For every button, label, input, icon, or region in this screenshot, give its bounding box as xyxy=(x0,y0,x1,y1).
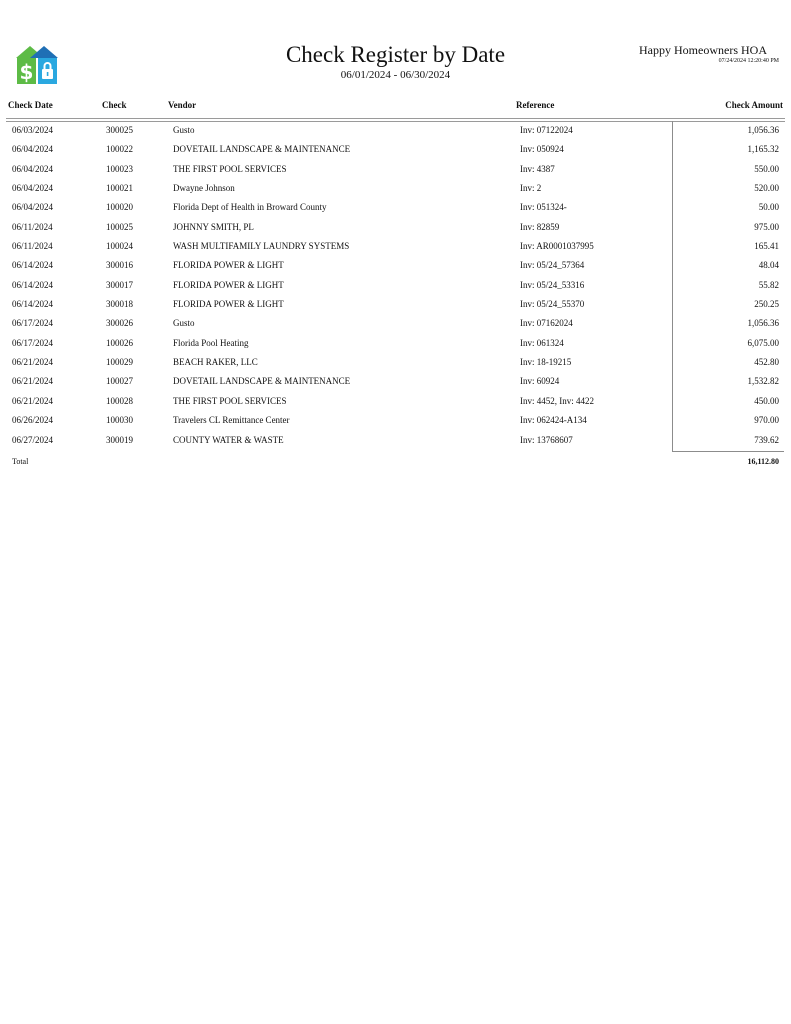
reference: Inv: 07122024 xyxy=(520,125,573,135)
vendor-name: WASH MULTIFAMILY LAUNDRY SYSTEMS xyxy=(173,241,350,252)
reference: Inv: 2 xyxy=(520,183,542,194)
vendor-name: FLORIDA POWER & LIGHT xyxy=(173,279,284,290)
table-row xyxy=(0,353,791,372)
check-amount: 739.62 xyxy=(754,434,779,445)
table-row xyxy=(0,121,791,140)
printed-timestamp: 07/24/2024 12:20:40 PM xyxy=(718,58,779,64)
reference: Inv: 18-19215 xyxy=(520,357,572,368)
vendor-name: BEACH RAKER, LLC xyxy=(173,357,258,368)
vendor-name: Florida Dept of Health in Broward County xyxy=(173,202,327,213)
check-number: 300019 xyxy=(106,434,133,445)
check-date: 06/04/2024 xyxy=(12,183,54,194)
reference: Inv: 062424-A134 xyxy=(520,415,587,426)
table-row xyxy=(0,256,791,275)
vendor-name: COUNTY WATER & WASTE xyxy=(173,434,284,445)
check-register-table xyxy=(0,121,791,450)
check-amount: 520.00 xyxy=(754,183,779,194)
check-number: 100028 xyxy=(106,395,133,406)
check-number: 300026 xyxy=(106,318,133,329)
check-number: 100022 xyxy=(106,144,133,155)
check-amount: 48.04 xyxy=(758,260,779,271)
reference: Inv: 05/24_55370 xyxy=(520,299,585,310)
svg-text:$: $ xyxy=(19,60,34,84)
check-amount: 452.80 xyxy=(754,357,779,368)
vendor-name: FLORIDA POWER & LIGHT xyxy=(173,260,284,271)
check-number: 300017 xyxy=(106,279,133,290)
check-number: 100021 xyxy=(106,183,133,194)
table-row xyxy=(0,198,791,217)
check-amount: 6,075.00 xyxy=(747,337,779,348)
vendor-name: Florida Pool Heating xyxy=(173,337,249,348)
check-number: 100030 xyxy=(106,415,133,426)
vendor-name: THE FIRST POOL SERVICES xyxy=(173,163,287,174)
check-number: 100025 xyxy=(106,221,133,232)
check-date: 06/27/2024 xyxy=(12,434,54,445)
check-date: 06/21/2024 xyxy=(12,376,54,387)
check-date: 06/21/2024 xyxy=(12,395,54,406)
report-title: Check Register by Date xyxy=(285,42,506,67)
header-divider xyxy=(6,118,785,119)
table-row xyxy=(0,295,791,314)
reference: Inv: 061324 xyxy=(520,337,564,348)
vendor-name: Gusto xyxy=(173,318,195,329)
vendor-name: Gusto xyxy=(173,125,195,135)
table-row xyxy=(0,218,791,237)
check-date: 06/17/2024 xyxy=(12,318,54,329)
table-row xyxy=(0,392,791,411)
table-row xyxy=(0,179,791,198)
reference: Inv: 051324- xyxy=(520,202,567,213)
reference: Inv: AR0001037995 xyxy=(520,241,594,252)
vendor-name: THE FIRST POOL SERVICES xyxy=(173,395,287,406)
table-row xyxy=(0,276,791,295)
check-amount: 970.00 xyxy=(754,415,779,426)
reference: Inv: 60924 xyxy=(520,376,560,387)
check-number: 300025 xyxy=(106,125,133,135)
check-date: 06/14/2024 xyxy=(12,260,54,271)
check-date: 06/14/2024 xyxy=(12,299,54,310)
check-date: 06/03/2024 xyxy=(12,125,54,135)
check-number: 100027 xyxy=(106,376,133,387)
reference: Inv: 4452, Inv: 4422 xyxy=(520,395,594,406)
reference: Inv: 13768607 xyxy=(520,434,573,445)
table-row xyxy=(0,160,791,179)
check-date: 06/04/2024 xyxy=(12,163,54,174)
check-amount: 1,056.36 xyxy=(747,318,779,329)
reference: Inv: 4387 xyxy=(520,163,555,174)
check-number: 100026 xyxy=(106,337,133,348)
check-amount: 975.00 xyxy=(754,221,779,232)
reference: Inv: 07162024 xyxy=(520,318,573,329)
check-amount: 50.00 xyxy=(758,202,779,213)
table-row xyxy=(0,431,791,450)
table-row xyxy=(0,372,791,391)
reference: Inv: 82859 xyxy=(520,221,560,232)
check-date: 06/14/2024 xyxy=(12,279,54,290)
check-amount: 550.00 xyxy=(754,163,779,174)
col-header-vendor: Vendor xyxy=(168,100,197,110)
check-number: 300018 xyxy=(106,299,133,310)
table-row xyxy=(0,334,791,353)
check-amount: 165.41 xyxy=(754,241,779,252)
check-date: 06/21/2024 xyxy=(12,357,54,368)
check-amount: 1,165.32 xyxy=(747,144,779,155)
check-date: 06/11/2024 xyxy=(12,221,53,232)
col-header-check-amount: Check Amount xyxy=(725,100,783,110)
check-date: 06/04/2024 xyxy=(12,144,54,155)
report-date-range: 06/01/2024 - 06/30/2024 xyxy=(340,69,451,81)
table-row xyxy=(0,314,791,333)
check-date: 06/11/2024 xyxy=(12,241,53,252)
reference: Inv: 050924 xyxy=(520,144,564,155)
check-date: 06/17/2024 xyxy=(12,337,54,348)
vendor-name: Travelers CL Remittance Center xyxy=(173,415,290,426)
table-row xyxy=(0,237,791,256)
check-amount: 1,532.82 xyxy=(747,376,779,387)
total-amount: 16,112.80 xyxy=(747,457,779,466)
check-number: 100023 xyxy=(106,163,133,174)
check-amount: 450.00 xyxy=(754,395,779,406)
vendor-name: DOVETAIL LANDSCAPE & MAINTENANCE xyxy=(173,376,351,387)
check-number: 300016 xyxy=(106,260,133,271)
check-number: 100024 xyxy=(106,241,133,252)
reference: Inv: 05/24_53316 xyxy=(520,279,585,290)
check-date: 06/04/2024 xyxy=(12,202,54,213)
total-label: Total xyxy=(12,457,29,466)
col-header-check: Check xyxy=(102,100,127,110)
reference: Inv: 05/24_57364 xyxy=(520,260,585,271)
table-row xyxy=(0,411,791,430)
check-amount: 55.82 xyxy=(758,279,779,290)
vendor-name: JOHNNY SMITH, PL xyxy=(173,221,254,232)
table-row xyxy=(0,140,791,159)
col-header-check-date: Check Date xyxy=(8,100,53,110)
check-amount: 1,056.36 xyxy=(747,125,779,135)
organization-name: Happy Homeowners HOA xyxy=(639,43,767,57)
check-number: 100029 xyxy=(106,357,133,368)
check-number: 100020 xyxy=(106,202,133,213)
vendor-name: FLORIDA POWER & LIGHT xyxy=(173,299,284,310)
check-date: 06/26/2024 xyxy=(12,415,54,426)
vendor-name: Dwayne Johnson xyxy=(173,183,235,194)
col-header-reference: Reference xyxy=(516,100,555,110)
check-amount: 250.25 xyxy=(754,299,779,310)
vendor-name: DOVETAIL LANDSCAPE & MAINTENANCE xyxy=(173,144,351,155)
